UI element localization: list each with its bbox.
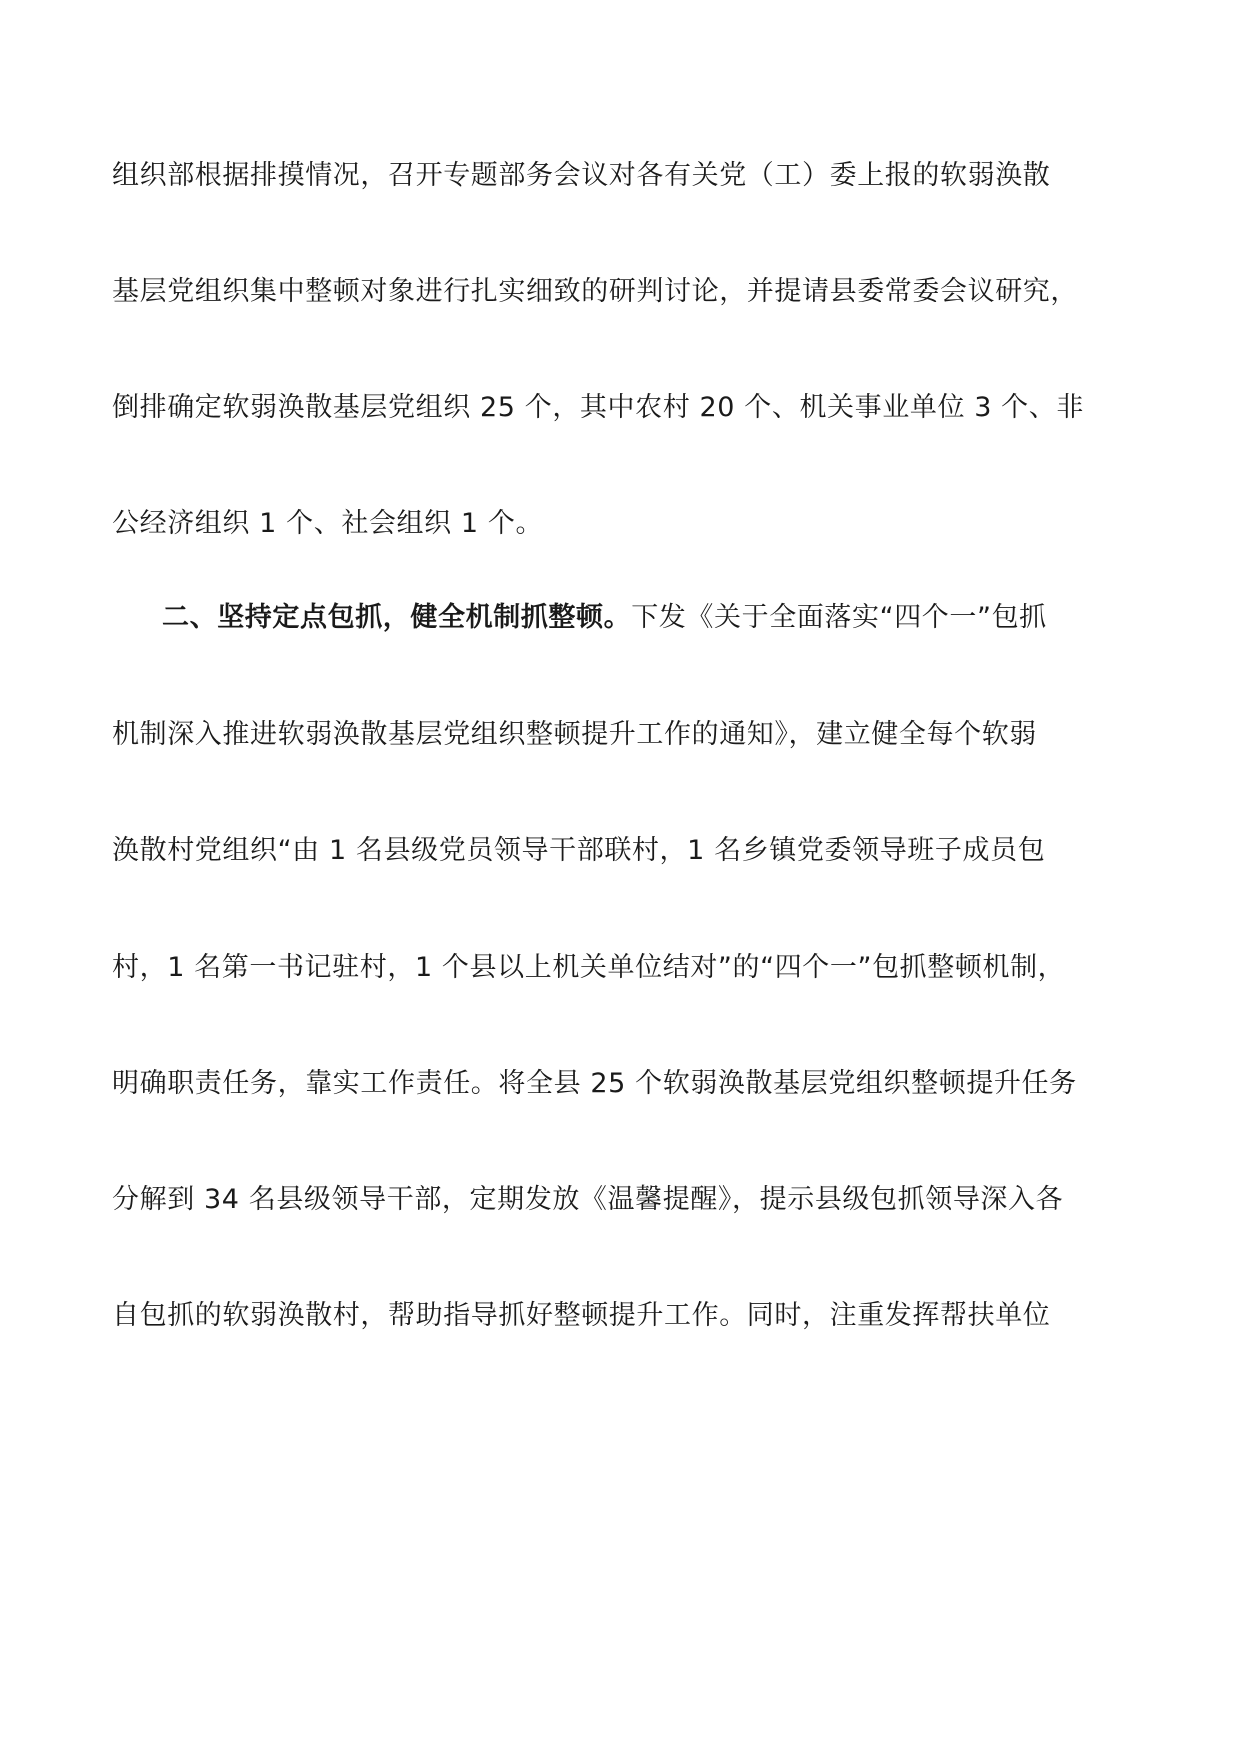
paragraph-line: 自包抓的软弱涣散村，帮助指导抓好整顿提升工作。同时，注重发挥帮扶单位	[112, 1300, 1051, 1331]
paragraph-line: 明确职责任务，靠实工作责任。将全县 25 个软弱涣散基层党组织整顿提升任务	[112, 1068, 1077, 1099]
paragraph-line: 公经济组织 1 个、社会组织 1 个。	[112, 508, 544, 539]
paragraph-line: 倒排确定软弱涣散基层党组织 25 个，其中农村 20 个、机关事业单位 3 个、非	[112, 392, 1084, 423]
section-heading-text: 下发《关于全面落实“四个一”包抓	[631, 602, 1047, 633]
paragraph-line: 涣散村党组织“由 1 名县级党员领导干部联村，1 名乡镇党委领导班子成员包	[112, 835, 1046, 866]
paragraph-line: 分解到 34 名县级领导干部，定期发放《温馨提醒》，提示县级包抓领导深入各	[112, 1184, 1064, 1215]
paragraph-line: 组织部根据排摸情况，召开专题部务会议对各有关党（工）委上报的软弱涣散	[112, 160, 1051, 191]
paragraph-line: 机制深入推进软弱涣散基层党组织整顿提升工作的通知》，建立健全每个软弱	[112, 719, 1037, 750]
section-heading-line	[162, 598, 1202, 638]
paragraph-line: 基层党组织集中整顿对象进行扎实细致的研判讨论，并提请县委常委会议研究，	[112, 276, 1078, 307]
section-heading: 二、坚持定点包抓，健全机制抓整顿。	[162, 602, 632, 633]
paragraph-line: 村，1 名第一书记驻村，1 个县以上机关单位结对”的“四个一”包抓整顿机制，	[112, 952, 1066, 983]
